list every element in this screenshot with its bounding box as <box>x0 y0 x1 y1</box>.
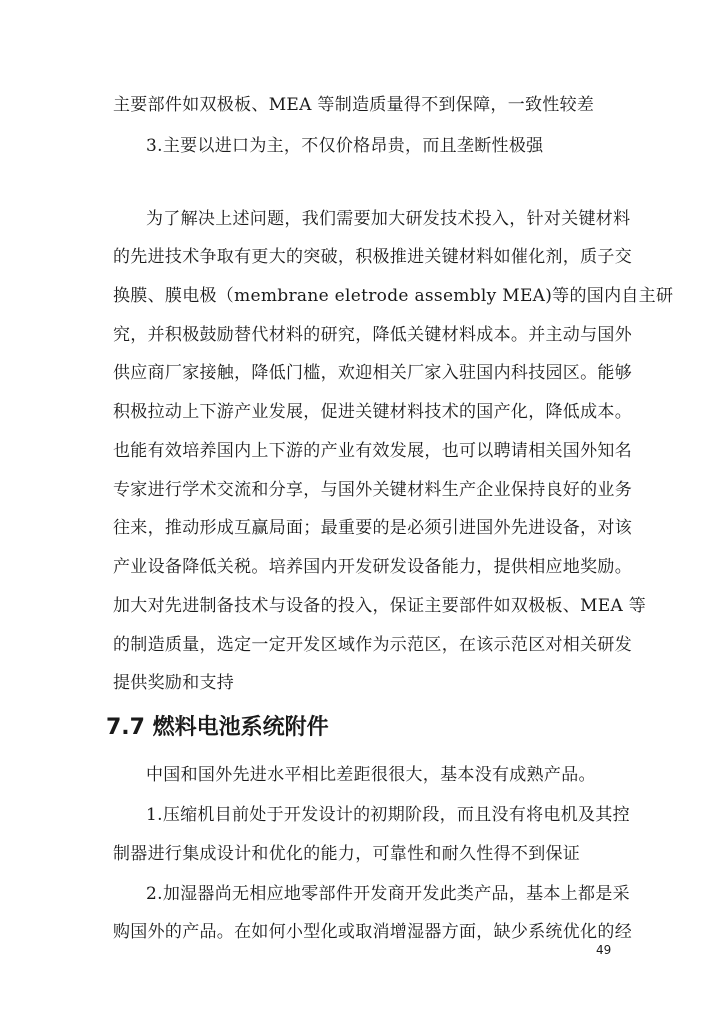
paragraph-line: 加大对先进制备技术与设备的投入，保证主要部件如双极板、MEA 等 <box>113 596 647 616</box>
paragraph-line: 往来，推动形成互赢局面；最重要的是必须引进国外先进设备，对该 <box>113 518 632 538</box>
paragraph-line: 主要部件如双极板、MEA 等制造质量得不到保障，一致性较差 <box>113 95 595 115</box>
paragraph-line: 究，并积极鼓励替代材料的研究，降低关键材料成本。并主动与国外 <box>113 325 632 345</box>
paragraph-line: 制器进行集成设计和优化的能力，可靠性和耐久性得不到保证 <box>113 844 581 864</box>
section-heading: 7.7 燃料电池系统附件 <box>106 715 329 740</box>
paragraph-line: 为了解决上述问题，我们需要加大研发技术投入，针对关键材料 <box>146 209 631 229</box>
paragraph-line: 换膜、膜电极（membrane eletrode assembly MEA)等的国内自主研 <box>113 286 674 306</box>
paragraph-line: 专家进行学术交流和分享，与国外关键材料生产企业保持良好的业务 <box>113 480 632 500</box>
paragraph-line: 购国外的产品。在如何小型化或取消增湿器方面，缺少系统优化的经 <box>113 922 632 942</box>
paragraph-line: 1.压缩机目前处于开发设计的初期阶段，而且没有将电机及其控 <box>146 805 630 825</box>
paragraph-line: 的制造质量，选定一定开发区域作为示范区，在该示范区对相关研发 <box>113 635 632 655</box>
page-number: 49 <box>596 943 612 957</box>
paragraph-line: 供应商厂家接触，降低门槛，欢迎相关厂家入驻国内科技园区。能够 <box>113 363 632 383</box>
paragraph-line: 的先进技术争取有更大的突破，积极推进关键材料如催化剂，质子交 <box>113 247 632 267</box>
paragraph-line: 积极拉动上下游产业发展，促进关键材料技术的国产化，降低成本。 <box>113 402 632 422</box>
paragraph-line: 产业设备降低关税。培养国内开发研发设备能力，提供相应地奖励。 <box>113 557 632 577</box>
paragraph-line: 也能有效培养国内上下游的产业有效发展，也可以聘请相关国外知名 <box>113 441 632 461</box>
paragraph-line: 提供奖励和支持 <box>113 673 235 693</box>
paragraph-line: 2.加湿器尚无相应地零部件开发商开发此类产品，基本上都是采 <box>146 884 630 904</box>
paragraph-line: 中国和国外先进水平相比差距很很大，基本没有成熟产品。 <box>146 765 596 785</box>
paragraph-line: 3.主要以进口为主，不仅价格昂贵，而且垄断性极强 <box>146 136 544 156</box>
